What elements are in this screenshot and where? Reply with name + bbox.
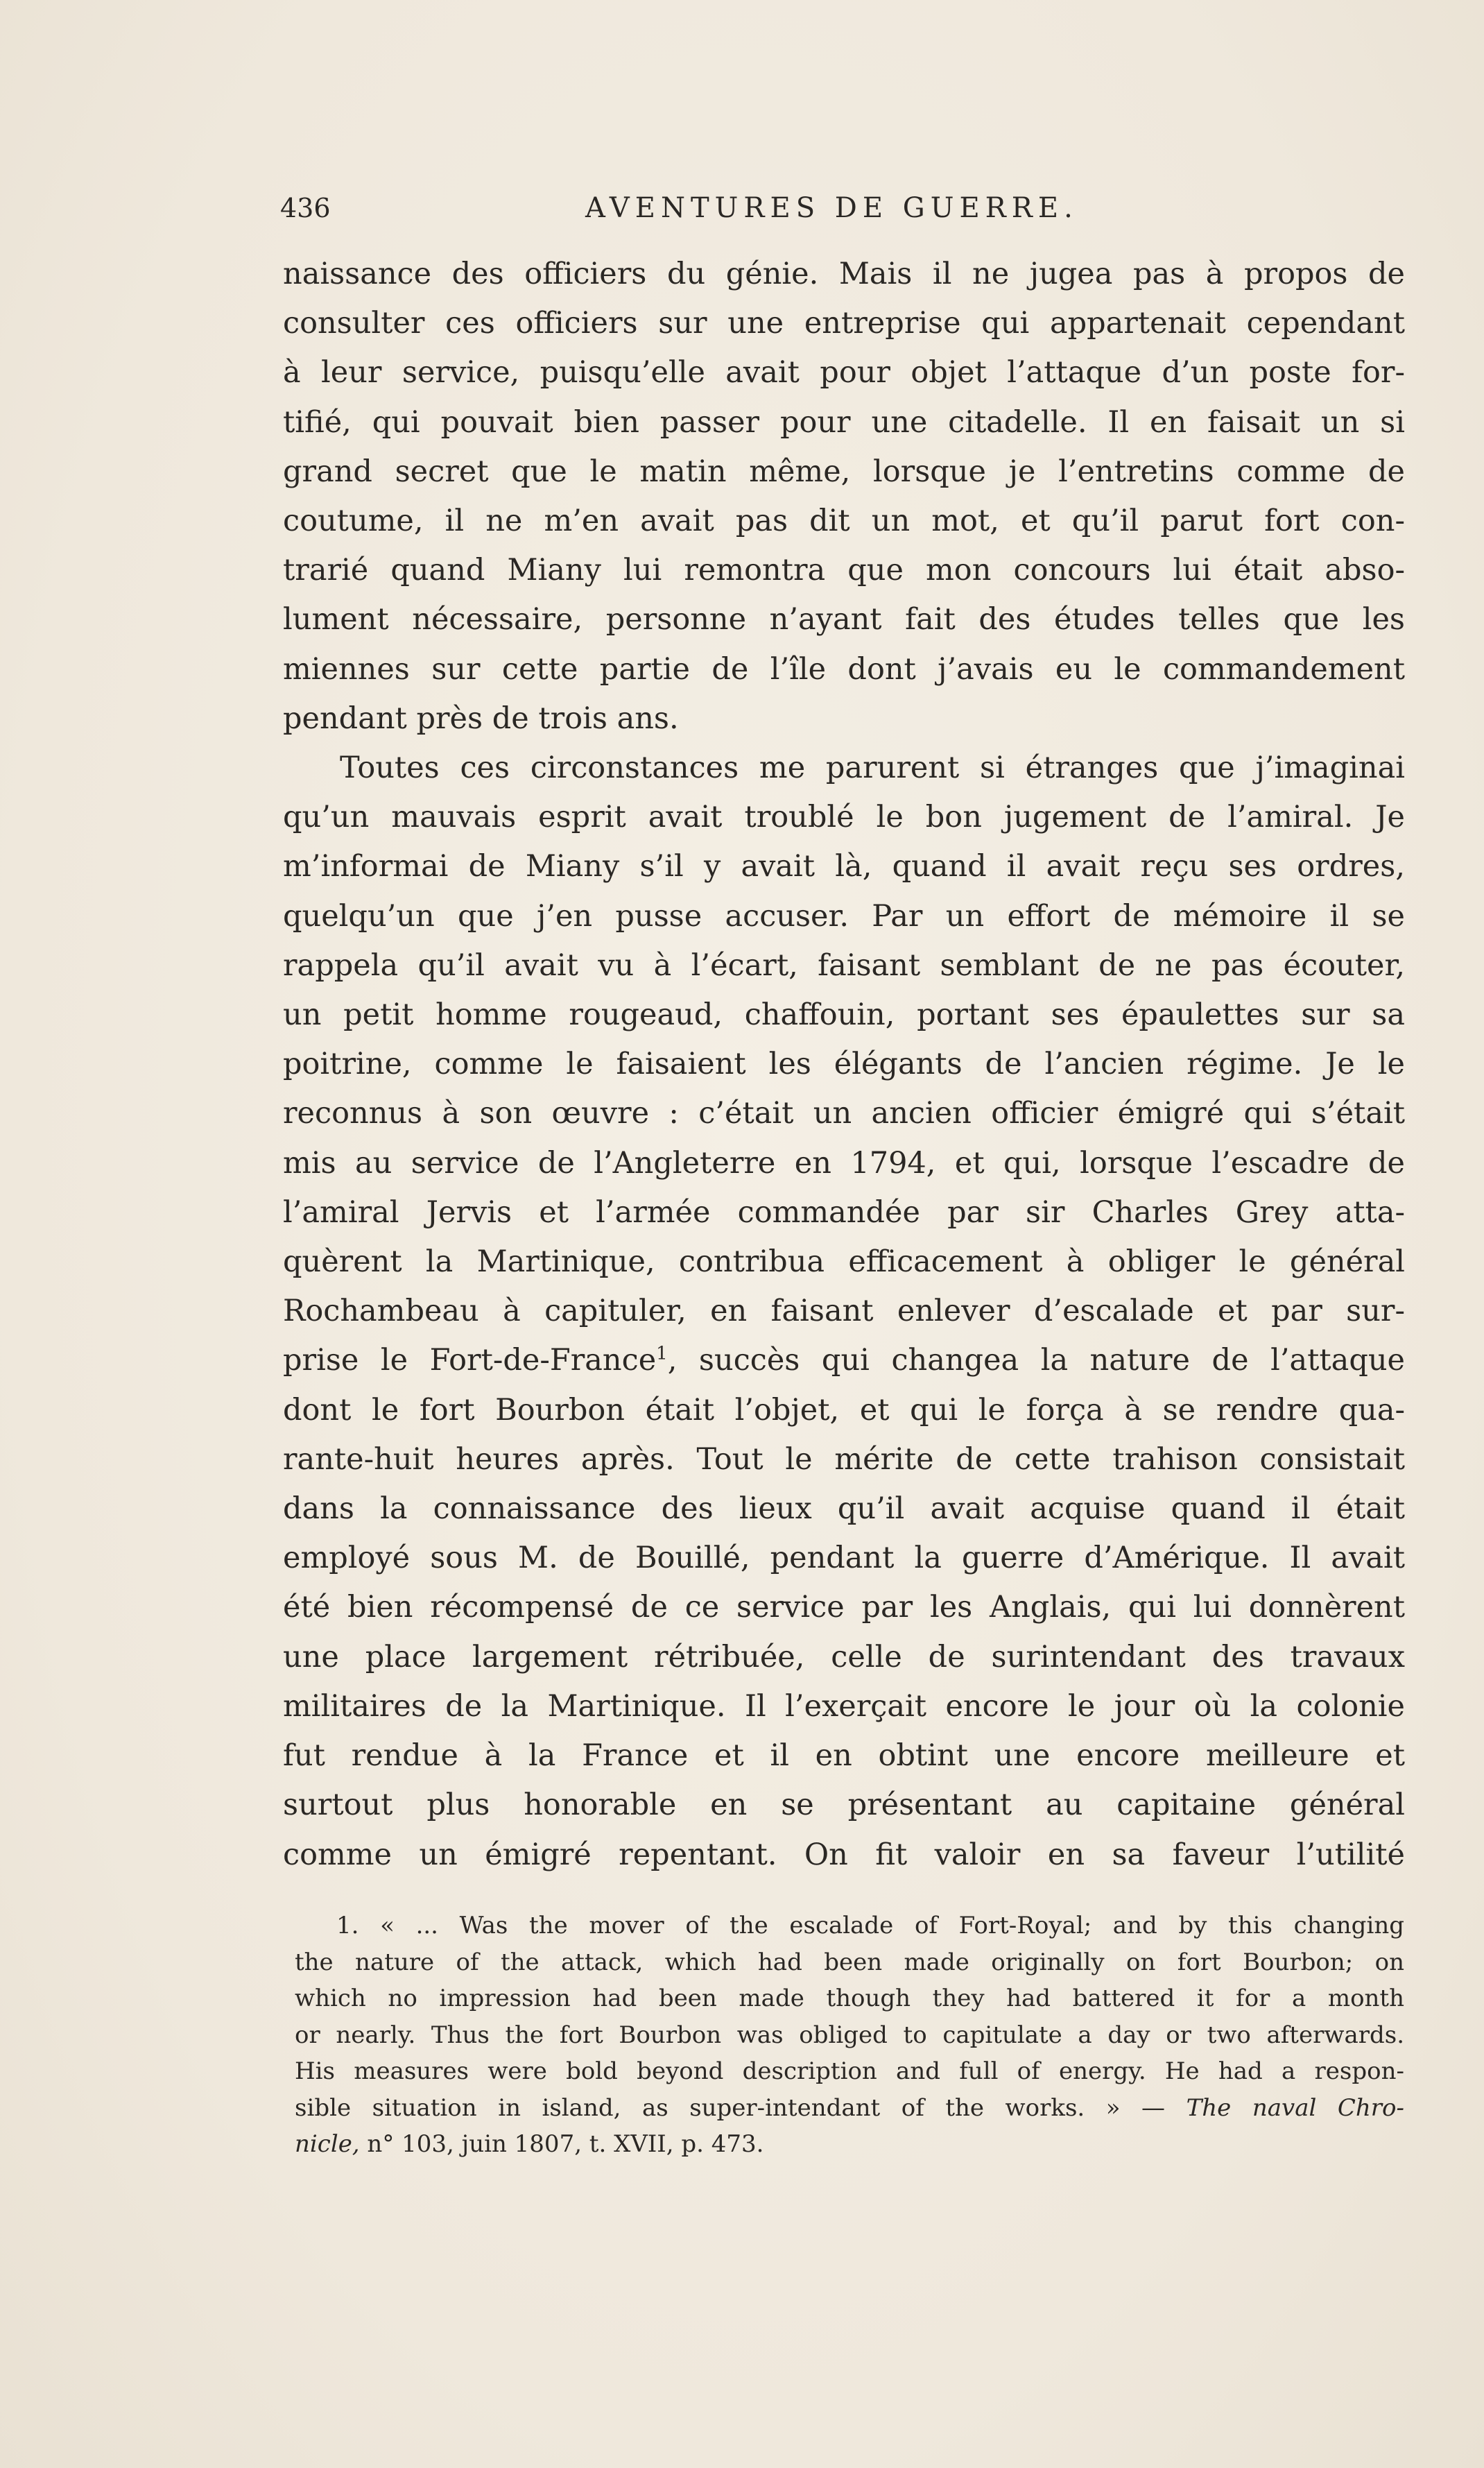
text-line: un petit homme rougeaud, chaffouin, portant ses épaulettes sur sa [283,997,1405,1033]
text-line: grand secret que le matin même, lorsque je l’entretins comme de [283,454,1405,489]
text-line: trarié quand Miany lui remontra que mon concours lui était abso- [283,553,1405,588]
footnote-line: His measures were bold beyond description and full of energy. He had a respon- [295,2057,1404,2085]
footnote-line-with-citation [295,2090,1404,2127]
text-line: naissance des officiers du génie. Mais il ne jugea pas à propos de [283,257,1405,291]
footnote-reference[interactable]: 1 [656,1344,668,1365]
footnote-text: sible situation in island, as super-intendant of the works. » — [295,2093,1187,2122]
footnote-line: 1. « ... Was the mover of the escalade of Fort-Royal; and by this changing [336,1912,1404,1939]
text-line: fut rendue à la France et il en obtint une encore meilleure et [283,1738,1405,1774]
text-line: comme un émigré repentant. On fit valoir en sa faveur l’utilité [283,1837,1405,1872]
citation-title: The naval Chro- [1186,2093,1404,2122]
text-line: à leur service, puisqu’elle avait pour objet l’attaque d’un poste for- [283,355,1405,391]
text-line: reconnus à son œuvre : c’était un ancien officier émigré qui s’était [283,1096,1405,1131]
footnote [295,1908,1404,2163]
main-text [283,250,1405,1880]
text-line: m’informai de Miany s’il y avait là, quand il avait reçu ses ordres, [283,849,1405,884]
line-text-tail: , succès qui changea la nature de l’attaque [667,1343,1405,1378]
text-line: consulter ces officiers sur une entreprise qui appartenait cependant [283,306,1405,341]
text-line: coutume, il ne m’en avait pas dit un mot, et qu’il parut fort con- [283,504,1405,539]
text-line: Rochambeau à capituler, en faisant enlever d’escalade et par sur- [283,1294,1405,1329]
running-title: AVENTURES DE GUERRE. [585,192,1078,224]
citation-details: n° 103, juin 1807, t. XVII, p. 473. [359,2130,764,2158]
text-line: quelqu’un que j’en pusse accuser. Par un effort de mémoire il se [283,898,1405,934]
text-line: une place largement rétribuée, celle de surintendant des travaux [283,1639,1405,1674]
paragraph-start-line: Toutes ces circonstances me parurent si étranges que j’imaginai [340,751,1405,786]
text-line: été bien récompensé de ce service par les Anglais, qui lui donnèrent [283,1590,1405,1625]
text-line: employé sous M. de Bouillé, pendant la guerre d’Amérique. Il avait [283,1541,1405,1576]
text-line: rappela qu’il avait vu à l’écart, faisant semblant de ne pas écouter, [283,948,1405,983]
text-line: militaires de la Martinique. Il l’exerçait encore le jour où la colonie [283,1688,1405,1724]
text-line: pendant près de trois ans. [283,701,679,736]
text-line: poitrine, comme le faisaient les élégants de l’ancien régime. Je le [283,1047,1405,1082]
footnote-line: which no impression had been made though they had battered it for a month [295,1985,1404,2012]
text-line: dont le fort Bourbon était l’objet, et qui le força à se rendre qua- [283,1392,1405,1428]
text-line: mis au service de l’Angleterre en 1794, et qui, lorsque l’escadre de [283,1145,1405,1181]
text-line: tifié, qui pouvait bien passer pour une citadelle. Il en faisait un si [283,404,1405,440]
citation-title-end: nicle, [295,2130,360,2158]
text-line: dans la connaissance des lieux qu’il avait acquise quand il était [283,1491,1405,1527]
text-line: l’amiral Jervis et l’armée commandée par sir Charles Grey atta- [283,1194,1405,1230]
text-line: surtout plus honorable en se présentant au capitaine général [283,1788,1405,1823]
footnote-citation-line [295,2126,1404,2163]
running-header [280,187,1092,229]
footnote-line: or nearly. Thus the fort Bourbon was obliged to capitulate a day or two afterwards. [295,2021,1404,2049]
text-line: miennes sur cette partie de l’île dont j’avais eu le commandement [283,651,1405,687]
text-line: quèrent la Martinique, contribua efficacement à obliger le général [283,1244,1405,1280]
text-line: rante-huit heures après. Tout le mérite de cette trahison consistait [283,1441,1405,1477]
text-line: qu’un mauvais esprit avait troublé le bon jugement de l’amiral. Je [283,800,1405,835]
text-line: lument nécessaire, personne n’ayant fait des études telles que les [283,602,1405,637]
page-number: 436 [280,193,331,223]
line-text: prise le Fort-de-France [283,1343,657,1378]
text-line-with-note [283,1336,1405,1385]
footnote-line: the nature of the attack, which had been made originally on fort Bourbon; on [295,1948,1404,1976]
